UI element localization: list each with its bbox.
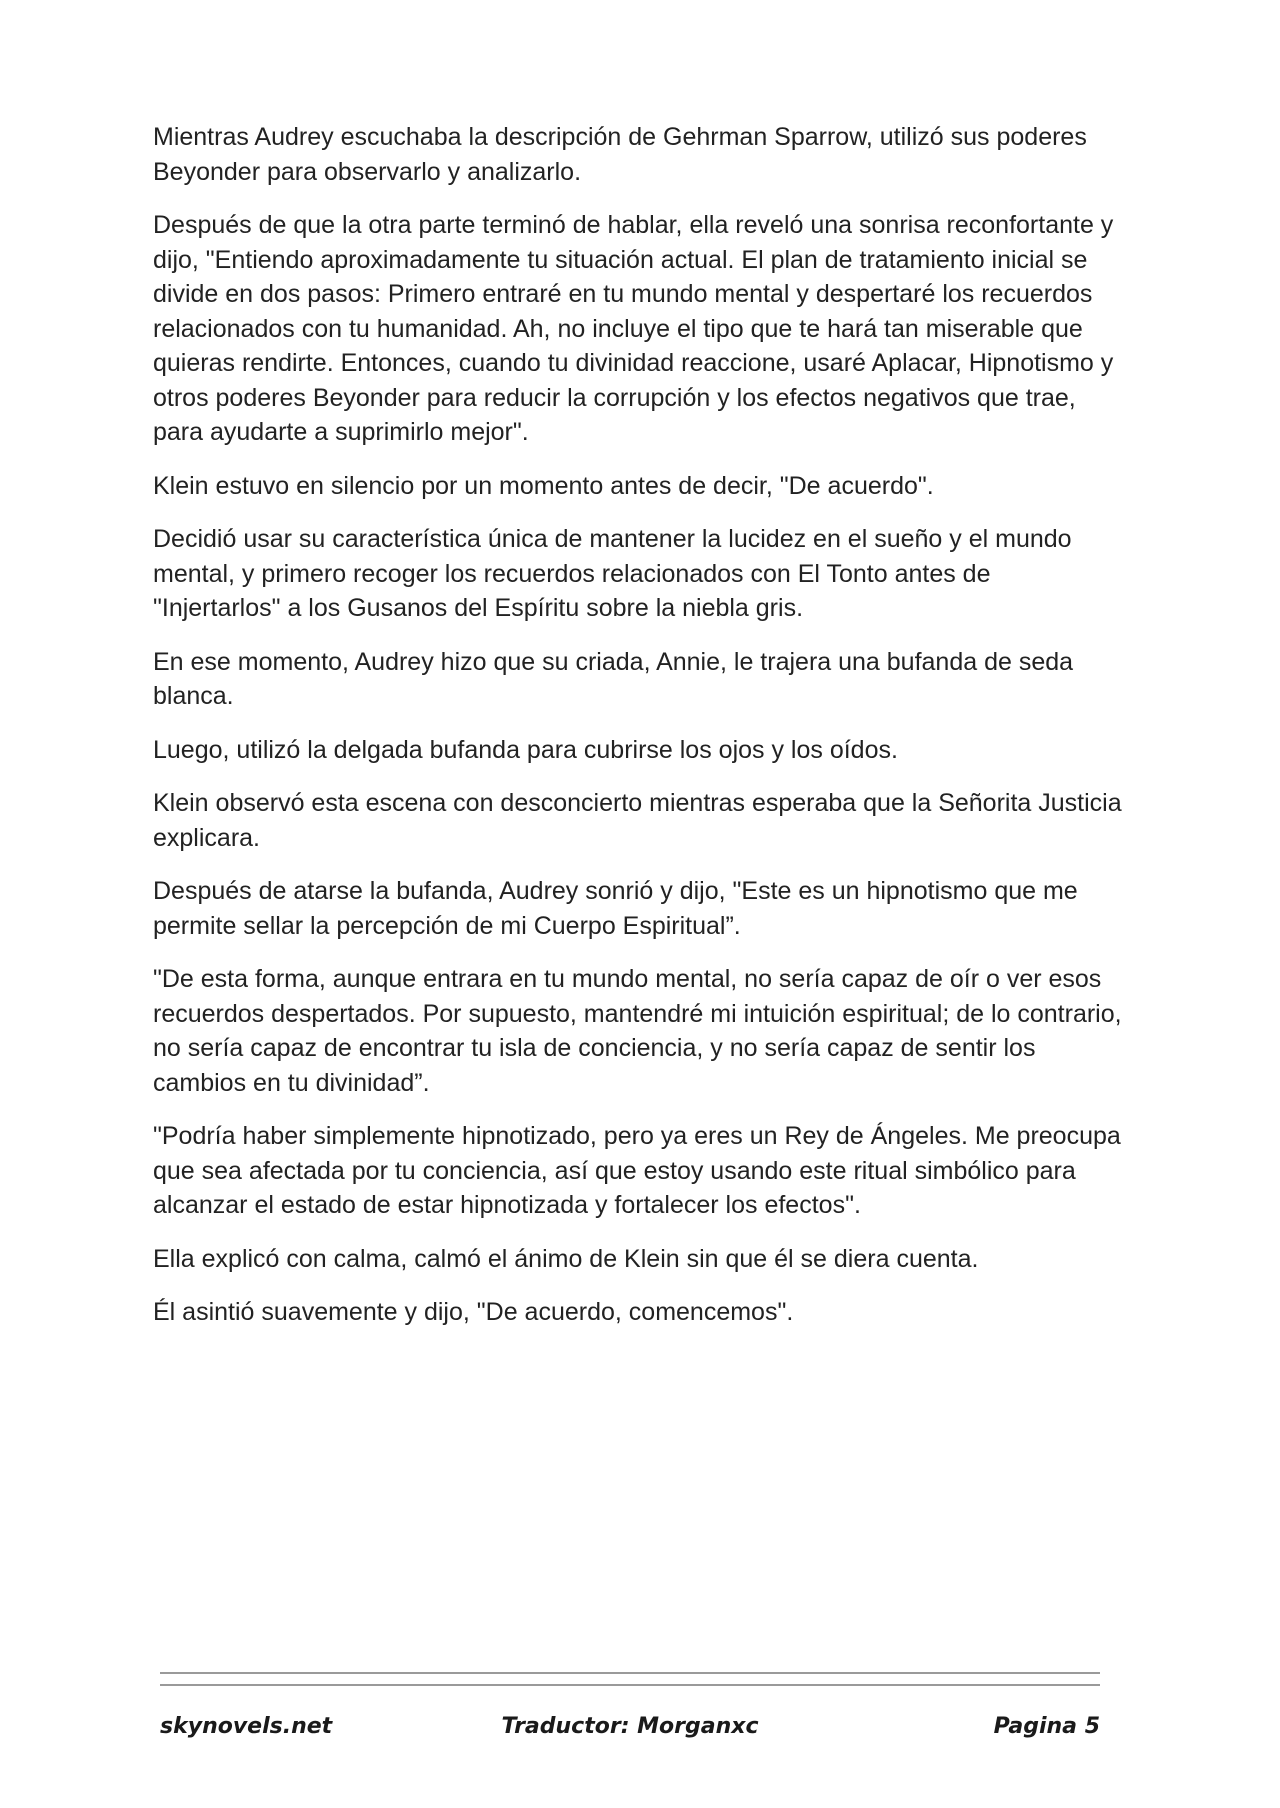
paragraph: Klein observó esta escena con desconcierto mientras esperaba que la Señorita Justicia explicara. — [153, 789, 1122, 852]
paragraph: Mientras Audrey escuchaba la descripción de Gehrman Sparrow, utilizó sus poderes Beyonder para observarlo y analizarlo. — [153, 123, 1087, 186]
footer-divider-bottom — [160, 1684, 1100, 1686]
paragraph: "De esta forma, aunque entrara en tu mundo mental, no sería capaz de oír o ver esos recuerdos despertados. Por supuesto, mantendré mi intuición espiritual; de lo contrario, no sería capaz de encontrar tu isla de conciencia, y no sería capaz de sentir los cambios en tu divinidad”. — [153, 965, 1122, 1097]
paragraph: Decidió usar su característica única de mantener la lucidez en el sueño y el mundo mental, y primero recoger los recuerdos relacionados con El Tonto antes de "Injertarlos" a los Gusanos del Espíritu sobre la niebla gris. — [153, 525, 1072, 622]
paragraph: Luego, utilizó la delgada bufanda para cubrirse los ojos y los oídos. — [153, 735, 898, 764]
paragraph: Después de que la otra parte terminó de hablar, ella reveló una sonrisa reconfortante y dijo, "Entiendo aproximadamente tu situación actual. El plan de tratamiento inicial se divide en dos pasos: Primero entraré en tu mundo mental y despertaré los recuerdos relacionados con tu humanidad. Ah, no incluye el tipo que te hará tan miserable que quieras rendirte. Entonces, cuando tu divinidad reaccione, usaré Aplacar, Hipnotismo y otros poderes Beyonder para reducir la corrupción y los efectos negativos que trae, para ayudarte a suprimirlo mejor". — [153, 211, 1114, 446]
footer-page-number: Pagina 5 — [993, 1714, 1100, 1739]
paragraph: Klein estuvo en silencio por un momento antes de decir, "De acuerdo". — [153, 471, 934, 500]
paragraph: "Podría haber simplemente hipnotizado, pero ya eres un Rey de Ángeles. Me preocupa que sea afectada por tu conciencia, así que estoy usando este ritual simbólico para alcanzar el estado de estar hipnotizada y fortalecer los efectos". — [153, 1122, 1121, 1219]
footer-site: skynovels.net — [160, 1714, 333, 1739]
paragraph: Ella explicó con calma, calmó el ánimo de Klein sin que él se diera cuenta. — [153, 1244, 979, 1273]
footer-divider-top — [160, 1672, 1100, 1674]
paragraph: Él asintió suavemente y dijo, "De acuerdo, comencemos". — [153, 1298, 794, 1326]
body-text — [153, 120, 1123, 1349]
page-footer — [160, 1714, 1100, 1754]
paragraph: En ese momento, Audrey hizo que su criada, Annie, le trajera una bufanda de seda blanca. — [153, 647, 1074, 710]
footer-translator: Traductor: Morganxc — [501, 1714, 759, 1739]
paragraph: Después de atarse la bufanda, Audrey sonrió y dijo, "Este es un hipnotismo que me permite sellar la percepción de mi Cuerpo Espiritual”. — [153, 877, 1078, 940]
